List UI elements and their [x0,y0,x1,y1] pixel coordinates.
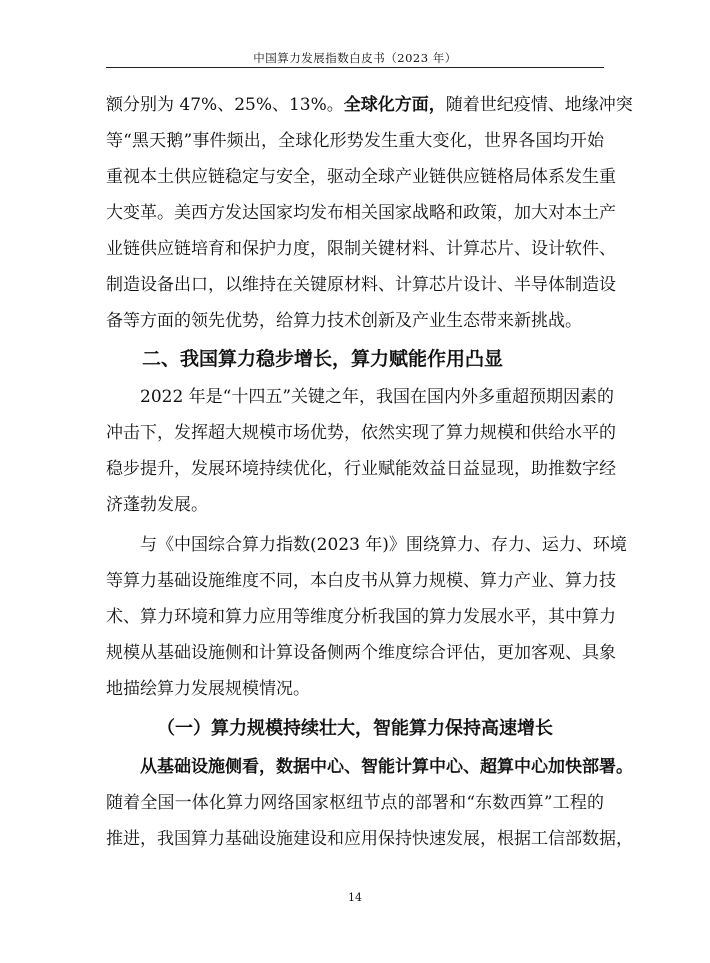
page-body [106,87,633,857]
section-heading: 二、我国算力稳步增长，算力赋能作用凸显 [142,348,504,370]
body-line: 等算力基础设施维度不同，本白皮书从算力规模、算力产业、算力技 [106,571,616,591]
body-line: 业链供应链培育和保护力度，限制关键材料、计算芯片、设计软件、 [106,239,616,259]
body-line [106,87,633,123]
body-line: 2022 年是“十四五”关键之年，我国在国内外多重超预期因素的 [140,387,615,407]
page-number: 14 [348,891,362,904]
body-line: 备等方面的领先优势，给算力技术创新及产业生态带来新挑战。 [106,311,582,331]
body-line: 等“黑天鹅”事件频出，全球化形势发生重大变化，世界各国均开始 [106,131,604,151]
body-line: 制造设备出口，以维持在关键原材料、计算芯片设计、半导体制造设 [106,275,616,295]
body-line: 重视本土供应链稳定与安全，驱动全球产业链供应链格局体系发生重 [106,167,616,187]
body-line: 大变革。美西方发达国家均发布相关国家战略和政策，加大对本土产 [106,203,616,223]
body-text: 额分别为 47%、25%、13%。 [106,95,344,115]
body-line: 随着全国一体化算力网络国家枢纽节点的部署和“东数西算”工程的 [106,793,604,813]
body-line: 冲击下，发挥超大规模市场优势，依然实现了算力规模和供给水平的 [106,423,616,443]
body-line: 推进，我国算力基础设施建设和应用保持快速发展，根据工信部数据， [106,829,633,849]
running-header: 中国算力发展指数白皮书（2023 年） [253,51,457,65]
emphasis-text: 全球化方面， [343,95,446,115]
body-text: 随着世纪疫情、地缘冲突 [445,95,633,115]
body-line: 规模从基础设施侧和计算设备侧两个维度综合评估，更加客观、具象 [106,643,616,663]
subsection-heading: （一）算力规模持续壮大，智能算力保持高速增长 [157,718,553,739]
emphasis-line: 从基础设施侧看，数据中心、智能计算中心、超算中心加快部署。 [140,757,633,777]
body-line: 术、算力环境和算力应用等维度分析我国的算力发展水平，其中算力 [106,607,616,627]
body-line: 济蓬勃发展。 [106,495,208,515]
body-line: 与《中国综合算力指数(2023 年)》围绕算力、存力、运力、环境 [140,535,627,555]
body-line: 稳步提升，发展环境持续优化，行业赋能效益日益显现，助推数字经 [106,459,616,479]
body-line: 地描绘算力发展规模情况。 [106,679,310,699]
header-rule [106,67,604,68]
